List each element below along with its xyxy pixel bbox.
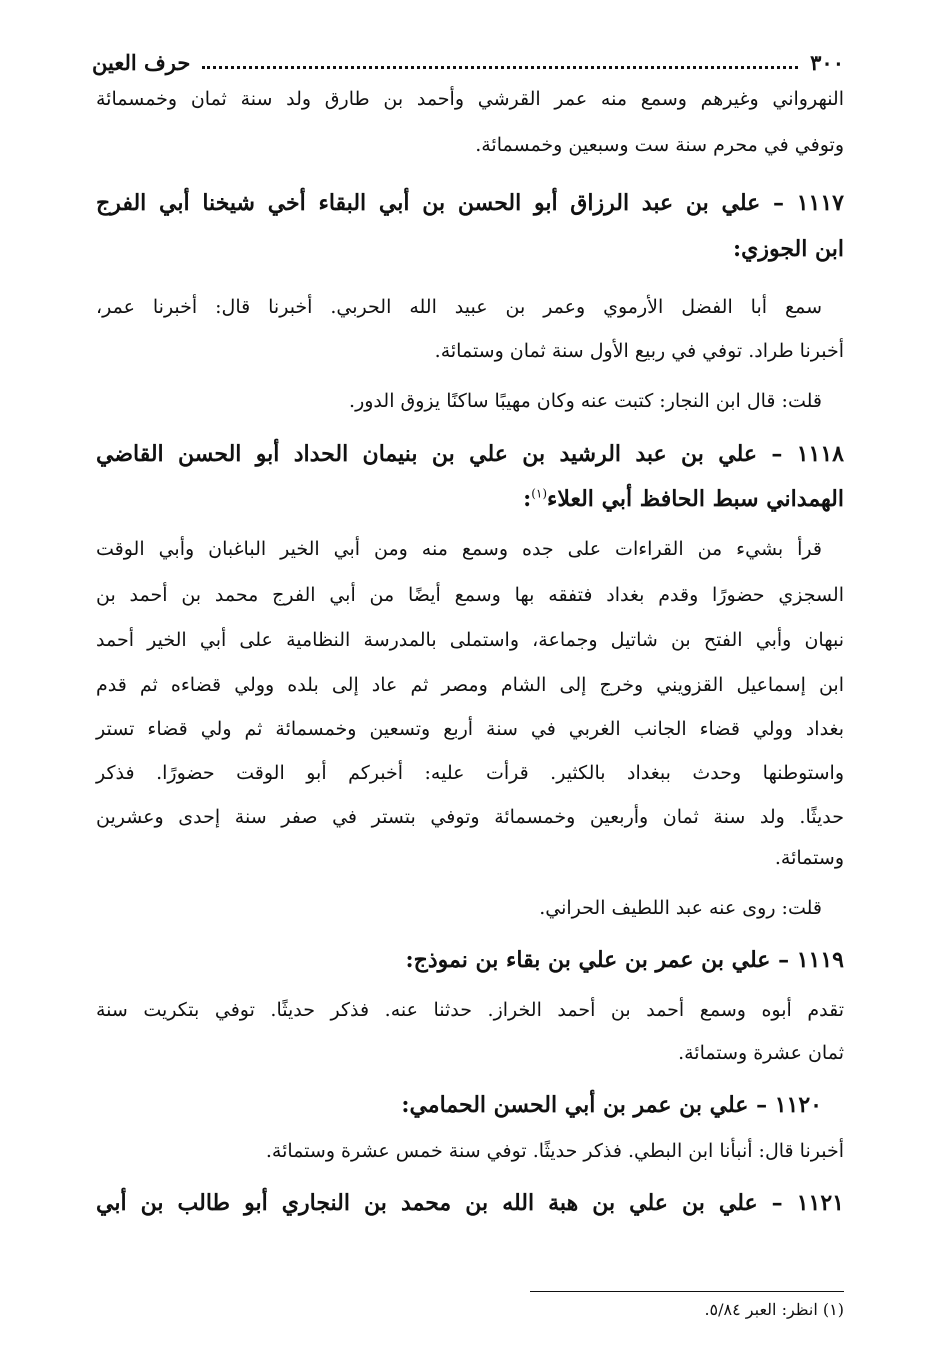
- page-number: ٣٠٠: [810, 49, 844, 75]
- page-header: [92, 40, 844, 84]
- entry-heading-cont: ابن الجوزي:: [733, 236, 844, 262]
- footnote-separator: [530, 1291, 844, 1292]
- text-line: حديثًا. ولد سنة ثمان وأربعين وخمسمائة وتوفي بتستر في صفر سنة إحدى وعشرين: [96, 806, 844, 828]
- footnote-marker: (١): [531, 486, 548, 501]
- text-line: نبهان وأبي الفتح بن شاتيل وجماعة، واستملى بالمدرسة النظامية على أبي الخير أحمد: [96, 629, 844, 651]
- text-line: قلت: روى عنه عبد اللطيف الحراني.: [539, 897, 822, 919]
- text-line: ابن إسماعيل القزويني وخرج إلى الشام ومصر ثم عاد إلى بلده وولي قضاءه ثم قدم: [96, 674, 844, 696]
- text-line: ثمان عشرة وستمائة.: [678, 1042, 844, 1064]
- text-line: بغداد وولي قضاء الجانب الغربي في سنة أربع وتسعين وخمسمائة ثم ولي قضاء تستر: [96, 718, 844, 740]
- text-line: النهرواني وغيرهم وسمع منه عمر القرشي وأحمد بن طارق ولد سنة ثمان وخمسمائة: [96, 88, 844, 110]
- entry-heading: ١١٢٠ – علي بن عمر بن أبي الحسن الحمامي:: [401, 1092, 822, 1118]
- text-line: سمع أبا الفضل الأرموي وعمر بن عبيد الله الحربي. أخبرنا قال: أخبرنا عمر،: [96, 296, 822, 318]
- entry-heading-text: الهمداني سبط الحافظ أبي العلاء: [547, 486, 844, 512]
- text-line: تقدم أبوه وسمع أحمد بن أحمد الخراز. حدثنا عنه. فذكر حديثًا. توفي بتكريت سنة: [96, 999, 844, 1021]
- text-line: السجزي حضورًا وقدم بغداد فتفقه بها وسمع أيضًا من أبي الفرج محمد بن أحمد بن: [96, 584, 844, 606]
- entry-heading: ١١١٨ – علي بن عبد الرشيد بن علي بن بنيمان الحداد أبو الحسن القاضي: [96, 441, 844, 467]
- entry-heading: ١١٢١ – علي بن علي بن هبة الله بن محمد بن النجاري أبو طالب بن أبي: [96, 1190, 844, 1216]
- text-line: أخبرنا طراد. توفي في ربيع الأول سنة ثمان وستمائة.: [434, 340, 844, 362]
- text-line: وستمائة.: [774, 847, 844, 869]
- text-line: واستوطنها وحدث ببغداد بالكثير. قرأت عليه: أخبركم أبو الوقت حضورًا. فذكر: [96, 762, 844, 784]
- heading-colon: :: [523, 486, 532, 512]
- text-line: وتوفي في محرم سنة ست وسبعين وخمسمائة.: [475, 134, 844, 156]
- footnote: (١) انظر: العبر ٥/٨٤.: [704, 1300, 844, 1319]
- header-dot-leader: [202, 66, 798, 69]
- text-line: قلت: قال ابن النجار: كتبت عنه وكان مهيبًا ساكنًا يزوق الدور.: [349, 390, 822, 412]
- text-line: قرأ بشيء من القراءات على جده وسمع منه ومن أبي الخير الباغبان وأبي الوقت: [96, 538, 822, 560]
- entry-heading: ١١١٩ – علي بن عمر بن علي بن بقاء بن نموذج:: [405, 947, 844, 973]
- entry-heading: ١١١٧ – علي بن عبد الرزاق أبو الحسن بن أبي البقاء أخي شيخنا أبي الفرج: [96, 190, 844, 216]
- running-title: حرف العين: [92, 49, 191, 75]
- text-line: أخبرنا قال: أنبأنا ابن البطي. فذكر حديثًا. توفي سنة خمس عشرة وستمائة.: [265, 1140, 844, 1162]
- entry-heading-cont: [523, 486, 844, 512]
